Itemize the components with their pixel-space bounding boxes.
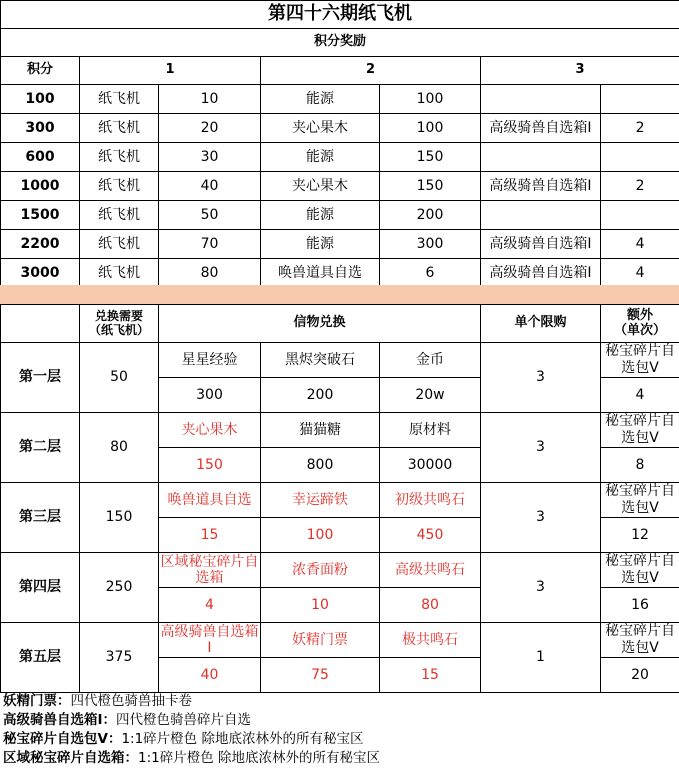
header-col-3: 3 [481,57,679,85]
note-key: 妖精门票： [3,693,71,709]
tier-extra-qty: 4 [601,378,679,413]
item-name: 极共鸣石 [380,623,481,658]
section-title: 积分奖励 [1,29,679,57]
reward-1-qty: 70 [159,230,261,259]
points-row [1,85,679,114]
item-name: 唤兽道具自选 [159,483,261,518]
reward-2-qty: 6 [380,259,481,288]
reward-3-name [481,201,601,230]
reward-2-name: 唤兽道具自选 [261,259,380,288]
item-qty: 4 [159,588,261,623]
reward-2-qty: 300 [380,230,481,259]
reward-1-qty: 80 [159,259,261,288]
points-value: 2200 [1,230,80,259]
tier-row-items [1,623,679,658]
points-row [1,201,679,230]
tier-limit: 3 [481,483,601,553]
exchange-table [0,304,679,693]
item-qty: 100 [261,518,380,553]
header-col-1: 1 [80,57,261,85]
reward-1-qty: 20 [159,114,261,143]
reward-1-qty: 40 [159,172,261,201]
tier-name: 第四层 [1,553,80,623]
note-value: 1:1碎片橙色 除地底浓林外的所有秘宝区 [138,750,381,766]
item-qty: 450 [380,518,481,553]
item-name: 夹心果木 [159,413,261,448]
tier-extra-qty: 8 [601,448,679,483]
reward-2-qty: 100 [380,85,481,114]
tier-name: 第二层 [1,413,80,483]
reward-3-name: 高级骑兽自选箱I [481,259,601,288]
reward-1-name: 纸飞机 [80,85,159,114]
points-row [1,114,679,143]
reward-3-name: 高级骑兽自选箱I [481,114,601,143]
note-line [0,749,679,768]
points-value: 600 [1,143,80,172]
points-row [1,143,679,172]
reward-3-qty: 2 [601,172,679,201]
section-separator [0,285,679,304]
item-qty: 300 [159,378,261,413]
item-qty: 200 [261,378,380,413]
tier-limit: 3 [481,413,601,483]
points-row [1,172,679,201]
item-qty: 10 [261,588,380,623]
note-value: 1:1碎片橙色 除地底浓林外的所有秘宝区 [121,731,364,747]
reward-3-qty [601,201,679,230]
item-name: 原材料 [380,413,481,448]
reward-2-qty: 150 [380,172,481,201]
item-name: 星星经验 [159,343,261,378]
reward-3-name: 高级骑兽自选箱I [481,230,601,259]
header-extra: 额外 （单次） [601,305,679,343]
tier-need: 150 [80,483,159,553]
tier-extra: 秘宝碎片自选包V [601,413,679,448]
note-key: 秘宝碎片自选包V： [3,731,122,747]
tier-name: 第三层 [1,483,80,553]
item-name: 幸运蹄铁 [261,483,380,518]
tier-extra: 秘宝碎片自选包V [601,483,679,518]
tier-extra: 秘宝碎片自选包V [601,343,679,378]
points-value: 100 [1,85,80,114]
page-title: 第四十六期纸飞机 [1,1,679,29]
tier-need: 80 [80,413,159,483]
reward-2-name: 夹心果木 [261,172,380,201]
tier-need: 50 [80,343,159,413]
tier-extra-qty: 20 [601,658,679,693]
reward-1-name: 纸飞机 [80,201,159,230]
item-name: 区域秘宝碎片自选箱 [160,553,259,586]
reward-3-name [481,85,601,114]
reward-2-name: 能源 [261,85,380,114]
item-name: 猫猫糖 [261,413,380,448]
reward-1-name: 纸飞机 [80,114,159,143]
note-line [0,711,679,730]
reward-3-qty: 4 [601,230,679,259]
points-reward-table [0,0,679,288]
tier-extra-qty: 16 [601,588,679,623]
item-name: 浓香面粉 [261,553,380,588]
reward-2-qty: 100 [380,114,481,143]
tier-name: 第五层 [1,623,80,693]
reward-1-name: 纸飞机 [80,143,159,172]
tier-row-items [1,343,679,378]
reward-1-qty: 10 [159,85,261,114]
note-value: 四代橙色骑兽碎片自选 [116,712,252,728]
item-qty: 150 [159,448,261,483]
item-qty: 15 [159,518,261,553]
reward-3-qty: 4 [601,259,679,288]
tier-extra: 秘宝碎片自选包V [601,623,679,658]
tier-limit: 1 [481,623,601,693]
tier-row-items [1,553,679,588]
item-name: 高级骑兽自选箱I [160,623,259,656]
reward-3-qty [601,143,679,172]
note-key: 区域秘宝碎片自选箱： [3,750,138,766]
tier-name: 第一层 [1,343,80,413]
tier-row-items [1,413,679,448]
header-blank [1,305,80,343]
reward-1-qty: 50 [159,201,261,230]
reward-2-name: 夹心果木 [261,114,380,143]
reward-2-name: 能源 [261,230,380,259]
reward-3-name [481,143,601,172]
tier-limit: 3 [481,343,601,413]
header-col-2: 2 [261,57,481,85]
item-qty: 20w [380,378,481,413]
note-key: 高级骑兽自选箱I： [3,712,117,728]
item-name: 金币 [380,343,481,378]
reward-2-name: 能源 [261,143,380,172]
reward-3-qty [601,85,679,114]
header-limit: 单个限购 [481,305,601,343]
item-name: 妖精门票 [261,623,380,658]
points-value: 300 [1,114,80,143]
note-value: 四代橙色骑兽抽卡卷 [70,693,192,709]
reward-1-name: 纸飞机 [80,230,159,259]
points-value: 1500 [1,201,80,230]
tier-extra: 秘宝碎片自选包V [601,553,679,588]
header-points: 积分 [1,57,80,85]
note-line [0,730,679,749]
reward-1-qty: 30 [159,143,261,172]
reward-2-qty: 150 [380,143,481,172]
header-items: 信物兑换 [159,305,481,343]
item-qty: 30000 [380,448,481,483]
item-qty: 80 [380,588,481,623]
item-qty: 800 [261,448,380,483]
header-need: 兑换需要 （纸飞机） [80,305,159,343]
tier-need: 375 [80,623,159,693]
reward-2-name: 能源 [261,201,380,230]
reward-3-name: 高级骑兽自选箱I [481,172,601,201]
tier-need: 250 [80,553,159,623]
reward-3-qty: 2 [601,114,679,143]
item-name: 高级共鸣石 [380,553,481,588]
item-name: 初级共鸣石 [380,483,481,518]
tier-row-items [1,483,679,518]
reward-1-name: 纸飞机 [80,259,159,288]
points-row [1,230,679,259]
tier-limit: 3 [481,553,601,623]
tier-extra-qty: 12 [601,518,679,553]
points-value: 3000 [1,259,80,288]
note-line [0,692,679,711]
points-value: 1000 [1,172,80,201]
item-qty: 75 [261,658,380,693]
notes-section [0,692,679,768]
item-name: 黑烬突破石 [261,343,380,378]
reward-1-name: 纸飞机 [80,172,159,201]
points-row [1,259,679,288]
item-qty: 40 [159,658,261,693]
reward-2-qty: 200 [380,201,481,230]
item-qty: 15 [380,658,481,693]
